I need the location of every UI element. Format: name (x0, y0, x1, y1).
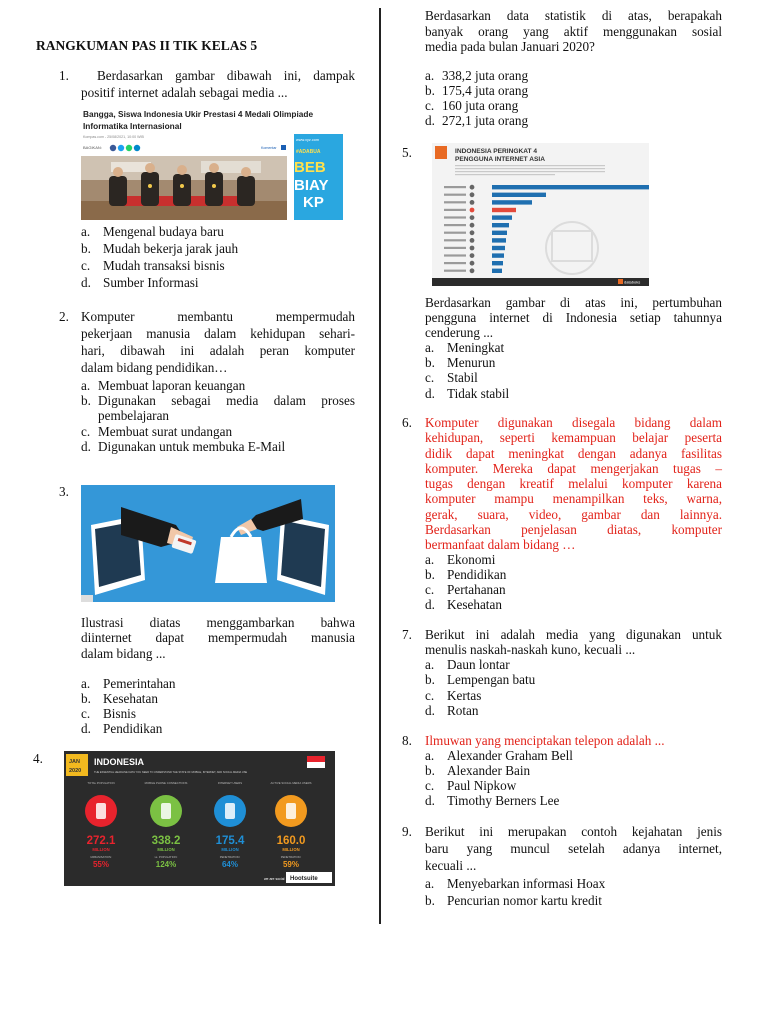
question-5-line-3: cenderung ... (425, 325, 494, 340)
country-flag-icon (470, 185, 475, 190)
q2-option-c: c. Membuat surat undangan (81, 424, 233, 439)
q8-option-b: b. Alexander Bain (425, 763, 531, 778)
stat-label: INTERNET USERS (217, 781, 243, 785)
q3-option-b: b. Kesehatan (81, 691, 158, 706)
q7-option-d: d. Rotan (425, 703, 479, 718)
question-7-line-2: menulis naskah-naskah kuno, kecuali ... (425, 642, 636, 657)
flag-icon (307, 756, 325, 762)
country-flag-icon (470, 215, 475, 220)
question-6-line-4: komputer. Mereka dapat mengerjakan tugas – (425, 461, 722, 476)
question-2-line-2: pekerjaan manusia dalam kehidupan sehari- (81, 326, 355, 341)
asia-internet-users-chart-image (432, 143, 649, 286)
question-1-line-2: positif internet adalah sebagai media ... (81, 85, 288, 100)
stat-sub-label: vs. POPULATION: (154, 855, 178, 859)
telegram-icon (134, 145, 140, 151)
stat-sub-label: PENETRATION: (280, 855, 302, 859)
column-divider (379, 8, 381, 924)
q1-option-d: d. Sumber Informasi (81, 275, 199, 290)
comment-label: Komentar (261, 146, 277, 150)
stat-unit: MILLION (157, 847, 175, 852)
q1-option-c: c. Mudah transaksi bisnis (81, 258, 225, 273)
country-label-placeholder (444, 270, 466, 272)
stat-icon (161, 803, 171, 819)
stat-value: 272.1 (86, 835, 116, 847)
q5-option-d: d. Tidak stabil (425, 386, 510, 401)
q4-option-b: b. 175,4 juta orang (425, 83, 529, 98)
q3-option-c: c. Bisnis (81, 706, 136, 721)
q5-option-b: b. Menurun (425, 355, 496, 370)
q3-option-a: a. Pemerintahan (81, 676, 176, 691)
stat-sub-value: 55% (92, 860, 110, 869)
question-2-line-4: dalam bidang pendidikan… (81, 360, 228, 375)
stat-value: 338.2 (151, 835, 181, 847)
news-headline-1: Bangga, Siswa Indonesia Ukir Prestasi 4 Medali Olimpiade (83, 109, 314, 119)
stat-label: ACTIVE SOCIAL MEDIA USERS (270, 781, 312, 785)
facebook-icon (110, 145, 116, 151)
stat-unit: MILLION (221, 847, 239, 852)
brand-we-are-social: we are social (264, 877, 285, 881)
question-3-number: 3. (59, 484, 69, 499)
country-flag-icon (470, 208, 475, 213)
country-label-placeholder (444, 239, 466, 241)
stat-sub-label: URBANISATION: (90, 855, 112, 859)
ranking-bar (492, 223, 509, 227)
q4-option-d: d. 272,1 juta orang (425, 113, 529, 128)
q9-option-b: b. Pencurian nomor kartu kredit (425, 893, 602, 908)
q6-option-d: d. Kesehatan (425, 597, 502, 612)
infographic-country: INDONESIA (94, 757, 145, 767)
question-4-text-line-2: banyak orang yang aktif menggunakan sosial (425, 24, 722, 39)
stat-icon (286, 803, 296, 819)
country-label-placeholder (444, 201, 466, 203)
question-9-line-3: kecuali ... (425, 858, 477, 873)
question-3-line-1: Ilustrasi diatas menggambarkan bahwa (81, 615, 355, 630)
news-source: Kompas.com - 25/08/2021, 10:00 WIB (83, 135, 144, 139)
question-7-number: 7. (402, 627, 412, 642)
stat-sub-label: PENETRATION: (219, 855, 241, 859)
stat-sub-value: 64% (221, 860, 239, 869)
question-6-line-1: Komputer digunakan disegala bidang dalam (425, 415, 722, 430)
online-shopping-illustration (81, 485, 335, 602)
stat-unit: MILLION (282, 847, 300, 852)
ranking-bar (492, 246, 505, 250)
question-8-number: 8. (402, 733, 412, 748)
q2-option-a: a. Membuat laporan keuangan (81, 378, 246, 393)
country-label-placeholder (444, 186, 466, 188)
q3-option-d: d. Pendidikan (81, 721, 163, 736)
q7-option-b: b. Lempengan batu (425, 672, 536, 687)
stat-sub-value: 59% (282, 860, 300, 869)
question-5-number: 5. (402, 145, 412, 160)
country-label-placeholder (444, 209, 466, 211)
q6-option-c: c. Pertahanan (425, 582, 506, 597)
ranking-bar (492, 193, 546, 197)
q2-option-d: d. Digunakan untuk membuka E-Mail (81, 439, 286, 454)
stat-unit: MILLION (92, 847, 110, 852)
q8-option-d: d. Timothy Berners Lee (425, 793, 560, 808)
question-6-line-7: gerak, suara, video, gambar dan lainnya. (425, 507, 722, 522)
q6-option-a: a. Ekonomi (425, 552, 496, 567)
page-title: RANGKUMAN PAS II TIK KELAS 5 (36, 38, 258, 53)
question-3-line-2: diinternet dapat mempermudah manusia (81, 630, 355, 645)
stat-value: 160.0 (276, 835, 306, 847)
news-headline-2: Informatika Internasional (83, 121, 182, 131)
badge-year: 2020 (69, 768, 82, 774)
question-2-number: 2. (59, 309, 69, 324)
country-flag-icon (470, 253, 475, 258)
question-2-line-1: Komputer membantu mempermudah (81, 309, 355, 324)
ranking-bar (492, 253, 504, 257)
ranking-bar (492, 185, 649, 189)
stat-label: MOBILE PHONE CONNECTIONS (144, 781, 188, 785)
whatsapp-icon (126, 145, 132, 151)
ad-text-3: BIAY (294, 177, 329, 194)
brand-hootsuite: Hootsuite (290, 876, 318, 882)
q4-option-c: c. 160 juta orang (425, 98, 519, 113)
question-6-line-3: didik dapat meningkat dengan adanya fasilitas (425, 446, 722, 461)
question-4-text-line-3: media pada bulan Januari 2020? (425, 39, 595, 54)
ad-text-1: #ADABUA (296, 149, 321, 155)
question-6-line-9: bermanfaat dalam bidang … (425, 537, 576, 552)
country-label-placeholder (444, 254, 466, 256)
country-flag-icon (470, 192, 475, 197)
question-7-line-1: Berikut ini adalah media yang digunakan untuk (425, 627, 722, 642)
question-6-line-2: kehidupan, seperti kemampuan belajar peserta (425, 430, 722, 445)
ranking-bar (492, 238, 506, 242)
country-flag-icon (470, 230, 475, 235)
stat-sub-value: 124% (155, 860, 177, 869)
stat-value: 175.4 (215, 835, 245, 847)
country-flag-icon (470, 246, 475, 251)
question-1-number: 1. (59, 68, 69, 83)
q2-option-b-continued: pembelajaran (98, 408, 170, 423)
country-label-placeholder (444, 232, 466, 234)
country-label-placeholder (444, 224, 466, 226)
question-6-line-5: tugas dengan kreatif melalui komputer karena (425, 476, 722, 491)
chart-brand: databoks (624, 279, 641, 285)
ranking-bar (492, 261, 503, 265)
question-2-line-3: hari, dibawah ini adalah peran komputer (81, 343, 355, 358)
twitter-icon (118, 145, 124, 151)
ad-site: www.xyz.com (296, 138, 319, 142)
question-4-text-line-1: Berdasarkan data statistik di atas, berapakah (425, 8, 722, 23)
q8-option-a: a. Alexander Graham Bell (425, 748, 573, 763)
q4-option-a: a. 338,2 juta orang (425, 68, 529, 83)
question-6-number: 6. (402, 415, 412, 430)
share-label: BAGIKAN: (83, 145, 102, 150)
indonesia-digital-stats-infographic (64, 751, 335, 886)
country-flag-icon (470, 268, 475, 273)
q7-option-a: a. Daun lontar (425, 657, 510, 672)
question-6-line-6: komputer mampu menampilkan teks, warna, (425, 491, 722, 506)
country-label-placeholder (444, 262, 466, 264)
country-flag-icon (470, 261, 475, 266)
question-9-line-2: baru yang muncul setelah adanya internet, (425, 841, 722, 856)
q1-option-b: b. Mudah bekerja jarak jauh (81, 241, 239, 256)
question-8-text: Ilmuwan yang menciptakan telepon adalah ... (425, 733, 665, 748)
databoks-footer-icon (618, 279, 623, 284)
stat-label: TOTAL POPULATION (87, 781, 115, 785)
question-5-line-1: Berdasarkan gambar di atas ini, pertumbuhan (425, 295, 722, 310)
ranking-bar (492, 215, 512, 219)
stat-icon (225, 803, 235, 819)
q8-option-c: c. Paul Nipkow (425, 778, 517, 793)
ranking-bar (492, 231, 507, 235)
q2-option-b: b. Digunakan sebagai media dalam proses (81, 393, 355, 408)
q7-option-c: c. Kertas (425, 688, 482, 703)
chart-title-line-2: PENGGUNA INTERNET ASIA (455, 156, 545, 163)
question-6-line-8: Berdasarkan penjelasan diatas, komputer (425, 522, 722, 537)
infographic-subtitle: THE ESSENTIAL HEADLINE DATA YOU NEED TO UNDERSTAND THE STATE OF MOBILE, INTERNET, AND SOCIAL MEDIA USE (94, 771, 248, 774)
ad-text-4: KP (303, 194, 324, 211)
question-1-line-1: Berdasarkan gambar dibawah ini, dampak (97, 68, 355, 83)
ad-text-2: BEB (294, 159, 326, 176)
ranking-bar (492, 208, 516, 212)
country-flag-icon (470, 238, 475, 243)
comment-icon (281, 145, 286, 150)
badge-month: JAN (69, 759, 81, 765)
q9-option-a: a. Menyebarkan informasi Hoax (425, 876, 606, 891)
question-3-line-3: dalam bidang ... (81, 646, 166, 661)
ranking-bar (492, 269, 502, 273)
q5-option-c: c. Stabil (425, 370, 478, 385)
q6-option-b: b. Pendidikan (425, 567, 507, 582)
q1-option-a: a. Mengenal budaya baru (81, 224, 224, 239)
ranking-bar (492, 200, 532, 204)
news-screenshot-image (81, 106, 343, 220)
question-9-number: 9. (402, 824, 412, 839)
databoks-logo-icon (435, 146, 447, 159)
question-4-number: 4. (33, 751, 43, 766)
country-flag-icon (470, 200, 475, 205)
q5-option-a: a. Meningkat (425, 340, 505, 355)
country-label-placeholder (444, 216, 466, 218)
stat-icon (96, 803, 106, 819)
chart-title-line-1: INDONESIA PERINGKAT 4 (455, 148, 538, 155)
question-9-line-1: Berikut ini merupakan contoh kejahatan jenis (425, 824, 722, 839)
country-flag-icon (470, 223, 475, 228)
country-label-placeholder (444, 194, 466, 196)
country-label-placeholder (444, 247, 466, 249)
question-5-line-2: pengguna internet di Indonesia setiap tahunnya (425, 310, 722, 325)
